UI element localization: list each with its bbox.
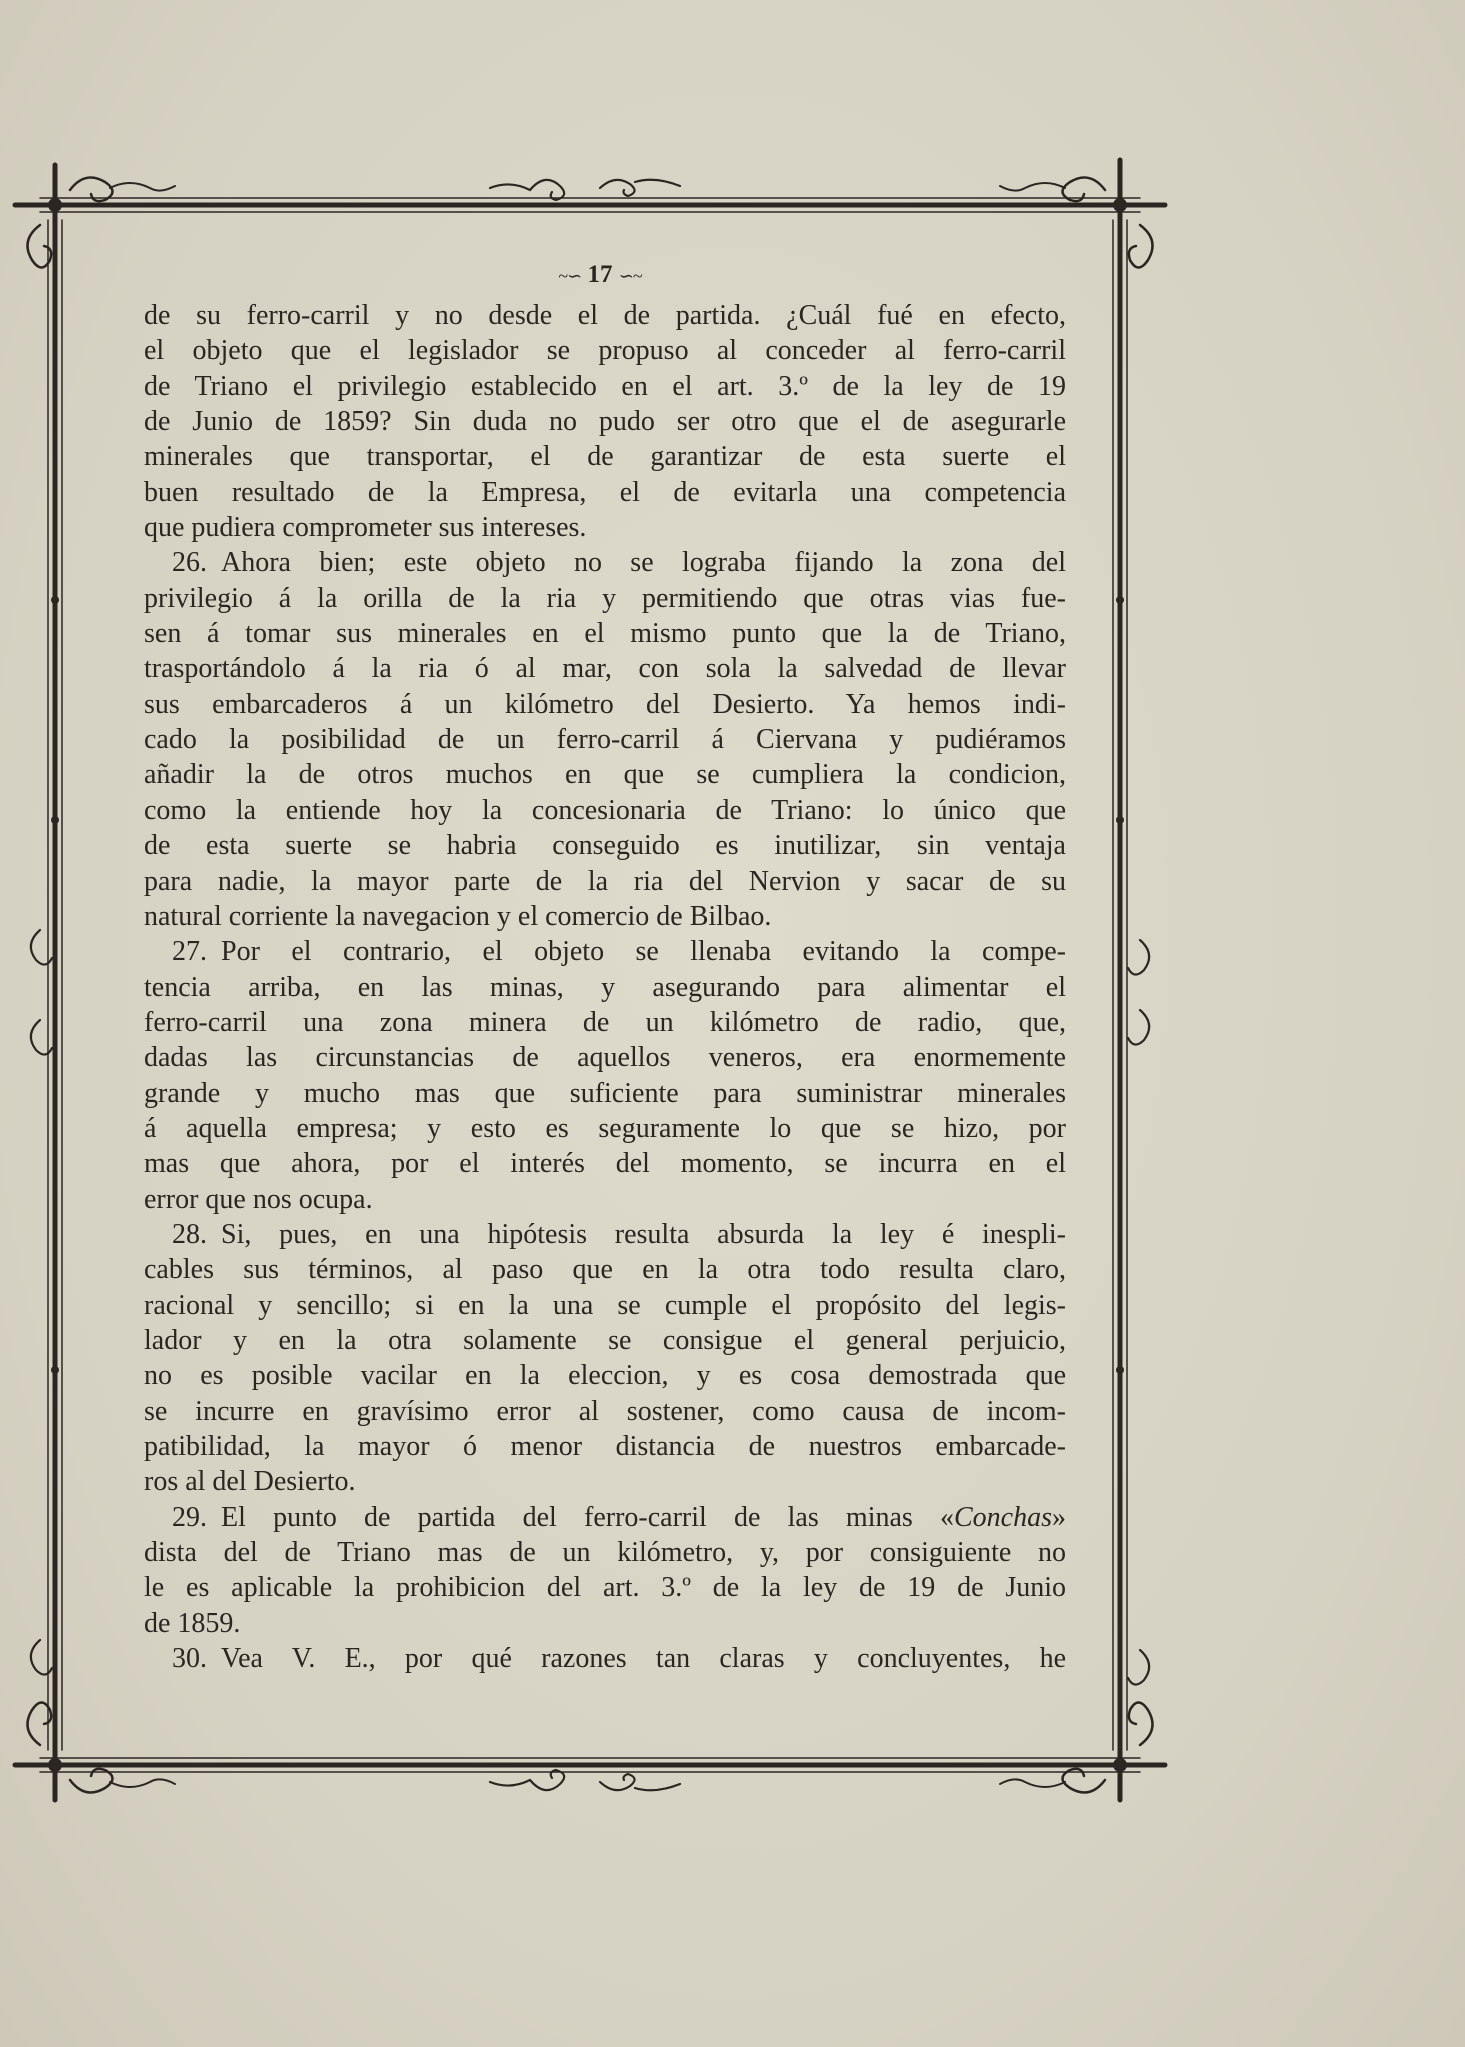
text-line: ferro-carril una zona minera de un kilómetro de radio, que, [144,1006,1066,1038]
text-line: lador y en la otra solamente se consigue el general perjuicio, [144,1324,1066,1356]
paragraph-29-first-line: 29. El punto de partida del ferro-carril de las minas «Conchas» [172,1501,1066,1533]
scroll-flourish-icon: ∽~ [618,266,642,286]
text-line: mas que ahora, por el interés del momento, se incurra en el [144,1148,1066,1180]
text-line: el objeto que el legislador se propuso al conceder al ferro-carril [144,335,1066,367]
text-line: como la entiende hoy la concesionaria de Triano: lo único que [144,794,1066,826]
text-line: para nadie, la mayor parte de la ria del Nervion y sacar de su [144,865,1066,897]
text-line: que pudiera comprometer sus intereses. [144,512,587,544]
text-line: de 1859. [144,1607,241,1639]
text-line: no es posible vacilar en la eleccion, y es cosa demostrada que [144,1360,1066,1392]
paragraph-30-first-line: 30. Vea V. E., por qué razones tan claras y concluyentes, he [172,1643,1066,1675]
text-line: de su ferro-carril y no desde el de partida. ¿Cuál fué en efecto, [144,300,1066,331]
text-line: sus embarcaderos á un kilómetro del Desierto. Ya hemos indi- [144,688,1066,720]
paragraph-number: 27. [172,936,207,968]
paragraph-number: 29. [172,1501,207,1533]
paragraph-28-first-line: 28. Si, pues, en una hipótesis resulta absurda la ley é inespli- [172,1218,1066,1250]
text-line: á aquella empresa; y esto es seguramente lo que se hizo, por [144,1112,1066,1144]
text-line: dista del de Triano mas de un kilómetro, y, por consiguiente no [144,1537,1066,1569]
text-line: le es aplicable la prohibicion del art. 3.º de la ley de 19 de Junio [144,1572,1066,1604]
text-line: privilegio á la orilla de la ria y permitiendo que otras vias fue- [144,582,1066,614]
page-number [520,258,680,293]
text-line: ros al del Desierto. [144,1466,356,1498]
scroll-flourish-icon: ~∽ [558,266,582,286]
body-text [144,298,1066,1676]
text-line: natural corriente la navegacion y el comercio de Bilbao. [144,900,772,932]
text-line: minerales que transportar, el de garantizar de esta suerte el [144,441,1066,473]
paragraph-27-first-line: 27. Por el contrario, el objeto se llenaba evitando la compe- [172,936,1066,968]
text-line: grande y mucho mas que suficiente para suministrar minerales [144,1077,1066,1109]
italic-term: Conchas [954,1501,1052,1533]
text-line: sen á tomar sus minerales en el mismo punto que la de Triano, [144,618,1066,650]
text-line: tencia arriba, en las minas, y asegurando para alimentar el [144,971,1066,1003]
text-line: error que nos ocupa. [144,1183,373,1215]
text-line: dadas las circunstancias de aquellos veneros, era enormemente [144,1042,1066,1074]
text-line: se incurre en gravísimo error al sostener, como causa de incom- [144,1395,1066,1427]
text-line: patibilidad, la mayor ó menor distancia de nuestros embarcade- [144,1431,1066,1462]
paragraph-number: 26. [172,547,207,579]
text-line: buen resultado de la Empresa, el de evitarla una competencia [144,476,1066,508]
text-line: añadir la de otros muchos en que se cumpliera la condicion, [144,759,1066,791]
text-line: de Junio de 1859? Sin duda no pudo ser otro que el de asegurarle [144,406,1066,438]
page-number-text: 17 [587,261,613,288]
text-line: cado la posibilidad de un ferro-carril á Ciervana y pudiéramos [144,724,1066,756]
text-line: cables sus términos, al paso que en la otra todo resulta claro, [144,1254,1066,1286]
paragraph-number: 30. [172,1643,207,1675]
paragraph-number: 28. [172,1218,207,1250]
text-line: de esta suerte se habria conseguido es inutilizar, sin ventaja [144,830,1066,862]
text-line: de Triano el privilegio establecido en el art. 3.º de la ley de 19 [144,370,1066,402]
text-line: trasportándolo á la ria ó al mar, con sola la salvedad de llevar [144,653,1066,685]
paragraph-26-first-line: 26. Ahora bien; este objeto no se lograba fijando la zona del [172,547,1066,579]
text-line: racional y sencillo; si en la una se cumple el propósito del legis- [144,1289,1066,1321]
